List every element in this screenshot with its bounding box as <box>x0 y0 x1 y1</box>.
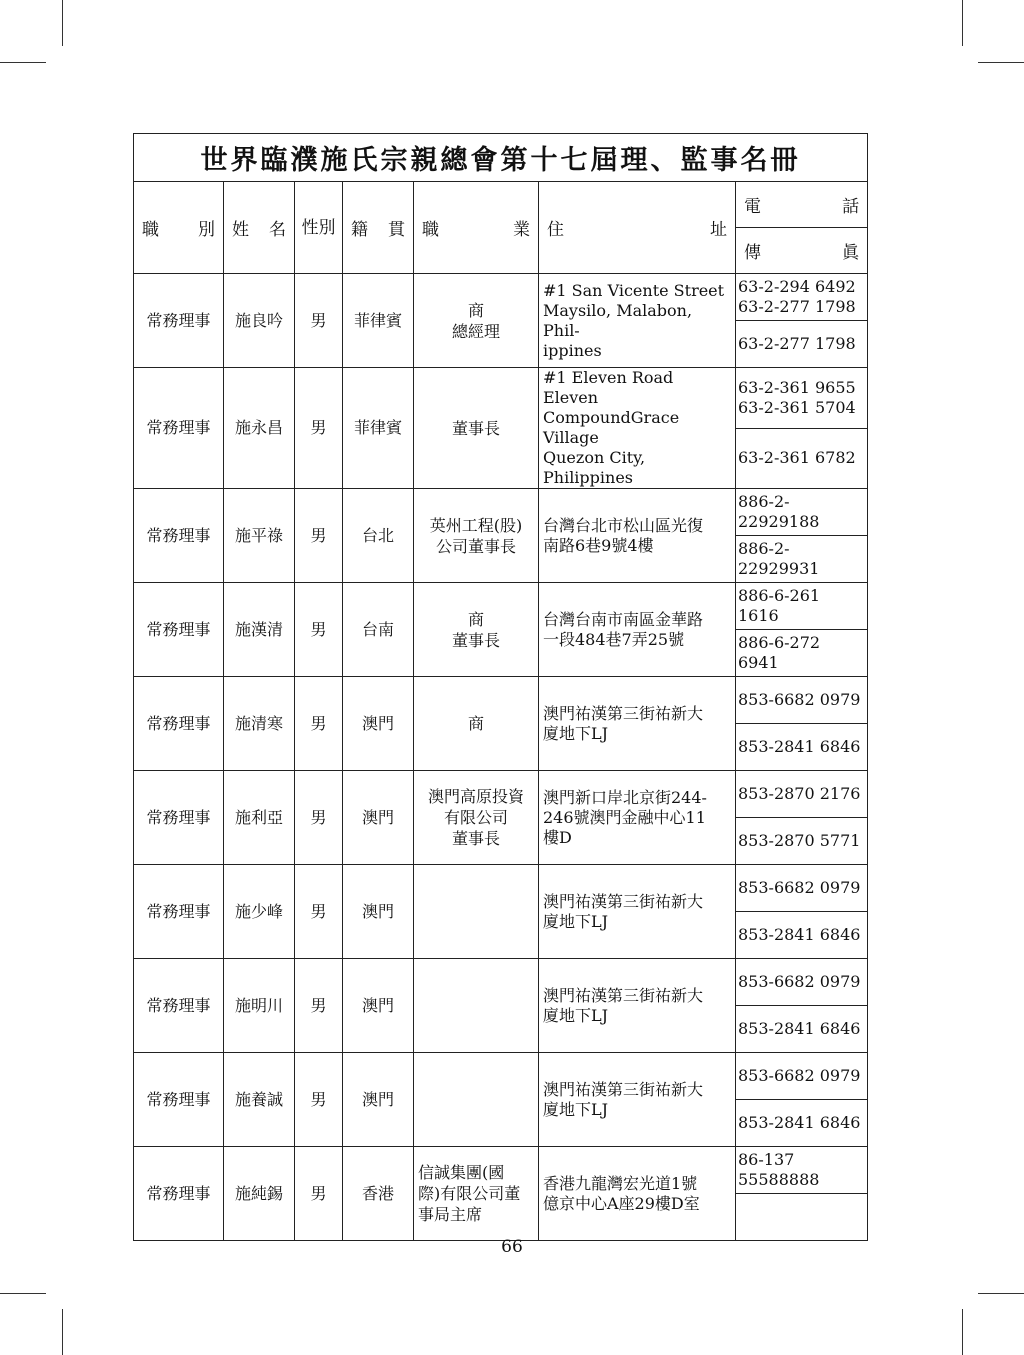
header-name: 姓 名 <box>224 182 295 274</box>
name-cell: 施平祿 <box>224 489 295 583</box>
origin-cell: 澳門 <box>343 959 414 1053</box>
address-line: Maysilo, Malabon, Phil- <box>543 300 693 340</box>
address-line: CompoundGrace Village <box>543 408 680 447</box>
position-cell: 常務理事 <box>134 583 224 677</box>
address-line: 廈地下LJ <box>543 911 609 931</box>
origin-cell: 台南 <box>343 583 414 677</box>
position-cell: 常務理事 <box>134 959 224 1053</box>
occupation-cell <box>414 1147 539 1241</box>
address-cell <box>539 959 736 1053</box>
member-row <box>134 368 868 429</box>
phone-number: 63-2-294 6492 <box>738 277 856 296</box>
address-cell <box>539 1147 736 1241</box>
member-row <box>134 274 868 321</box>
address-cell <box>539 677 736 771</box>
phone-cell <box>736 1053 868 1100</box>
occupation-line: 事局主席 <box>418 1205 483 1224</box>
member-row <box>134 677 868 724</box>
name-cell: 施永昌 <box>224 368 295 489</box>
address-line: 澳門新口岸北京街244- <box>543 787 707 807</box>
phone-cell <box>736 1147 868 1194</box>
name-cell: 施明川 <box>224 959 295 1053</box>
fax-cell: 853-2841 6846 <box>736 1100 868 1147</box>
gender-cell: 男 <box>295 583 343 677</box>
phone-number: 853-6682 0979 <box>738 1066 861 1085</box>
address-line: ippines <box>543 340 602 360</box>
origin-cell: 菲律賓 <box>343 274 414 368</box>
crop-mark <box>978 62 1024 63</box>
member-row <box>134 865 868 912</box>
address-cell <box>539 583 736 677</box>
phone-number: 853-6682 0979 <box>738 972 861 991</box>
crop-mark <box>62 0 63 46</box>
gender-cell: 男 <box>295 865 343 959</box>
address-line: 246號澳門金融中心11 <box>543 807 706 827</box>
occupation-cell <box>414 368 539 489</box>
occupation-line: 商 <box>467 714 484 733</box>
phone-number: 886-6-261 1616 <box>738 586 821 625</box>
position-cell: 常務理事 <box>134 1147 224 1241</box>
gender-cell: 男 <box>295 489 343 583</box>
address-line: 樓D <box>543 827 572 847</box>
occupation-cell <box>414 865 539 959</box>
occupation-line: 商 <box>467 300 484 320</box>
phone-number: 853-6682 0979 <box>738 690 861 709</box>
address-cell <box>539 771 736 865</box>
phone-number: 886-2-22929188 <box>738 492 820 531</box>
fax-cell: 886-6-272 6941 <box>736 630 868 677</box>
occupation-line: 董事長 <box>451 418 500 438</box>
phone-cell <box>736 677 868 724</box>
occupation-cell <box>414 274 539 368</box>
fax-cell: 853-2841 6846 <box>736 1006 868 1053</box>
header-address: 住 址 <box>539 182 736 274</box>
name-cell: 施清寒 <box>224 677 295 771</box>
address-line: 澳門祐漢第三街祐新大 <box>543 985 704 1005</box>
address-line: Quezon City, Philippines <box>543 448 646 487</box>
member-row <box>134 771 868 818</box>
phone-cell <box>736 865 868 912</box>
address-line: 廈地下LJ <box>543 1005 609 1025</box>
address-line: #1 Eleven Road Eleven <box>543 368 674 407</box>
origin-cell: 澳門 <box>343 1053 414 1147</box>
occupation-line: 董事長 <box>451 630 500 650</box>
gender-cell: 男 <box>295 1147 343 1241</box>
fax-cell: 886-2-22929931 <box>736 536 868 583</box>
member-row <box>134 489 868 536</box>
phone-cell <box>736 959 868 1006</box>
crop-mark <box>0 1293 46 1294</box>
occupation-line: 際)有限公司董 <box>418 1184 521 1203</box>
member-row <box>134 959 868 1006</box>
address-line: 澳門祐漢第三街祐新大 <box>543 1079 704 1099</box>
phone-cell <box>736 771 868 818</box>
header-gender: 性別 <box>295 182 343 274</box>
occupation-cell <box>414 959 539 1053</box>
address-line: 一段484巷7弄25號 <box>543 629 685 649</box>
gender-cell: 男 <box>295 274 343 368</box>
member-roster-table <box>133 133 868 1241</box>
address-line: 台灣台南市南區金華路 <box>543 609 704 629</box>
address-line: 澳門祐漢第三街祐新大 <box>543 891 704 911</box>
phone-cell <box>736 583 868 630</box>
name-cell: 施純錫 <box>224 1147 295 1241</box>
header-phone: 電 話 <box>736 182 868 228</box>
member-row <box>134 1053 868 1100</box>
fax-cell: 853-2870 5771 <box>736 818 868 865</box>
origin-cell: 澳門 <box>343 771 414 865</box>
position-cell: 常務理事 <box>134 274 224 368</box>
name-cell: 施利亞 <box>224 771 295 865</box>
gender-cell: 男 <box>295 368 343 489</box>
crop-mark <box>962 0 963 46</box>
phone-number: 86-137 55588888 <box>738 1150 820 1189</box>
address-line: 台灣台北市松山區光復 <box>543 515 704 535</box>
phone-cell <box>736 274 868 321</box>
crop-mark <box>62 1309 63 1355</box>
position-cell: 常務理事 <box>134 1053 224 1147</box>
occupation-line: 公司董事長 <box>435 536 516 556</box>
occupation-cell <box>414 583 539 677</box>
gender-cell: 男 <box>295 1053 343 1147</box>
member-row <box>134 1147 868 1194</box>
occupation-cell <box>414 1053 539 1147</box>
address-line: #1 San Vicente Street <box>543 280 725 300</box>
occupation-line: 信誠集團(國 <box>418 1163 505 1182</box>
position-cell: 常務理事 <box>134 489 224 583</box>
origin-cell: 台北 <box>343 489 414 583</box>
header-fax: 傳 眞 <box>736 228 868 274</box>
phone-number: 853-6682 0979 <box>738 878 861 897</box>
name-cell: 施漢清 <box>224 583 295 677</box>
fax-cell: 853-2841 6846 <box>736 724 868 771</box>
name-cell: 施良吟 <box>224 274 295 368</box>
occupation-line: 有限公司 <box>443 808 508 827</box>
address-cell <box>539 1053 736 1147</box>
address-cell <box>539 274 736 368</box>
crop-mark <box>0 62 46 63</box>
name-cell: 施少峰 <box>224 865 295 959</box>
position-cell: 常務理事 <box>134 771 224 865</box>
position-cell: 常務理事 <box>134 865 224 959</box>
name-cell: 施養誠 <box>224 1053 295 1147</box>
crop-mark <box>978 1293 1024 1294</box>
occupation-cell <box>414 489 539 583</box>
fax-cell: 63-2-277 1798 <box>736 321 868 368</box>
phone-number: 63-2-277 1798 <box>738 297 856 316</box>
occupation-line: 英州工程(股) <box>429 515 523 535</box>
crop-mark <box>962 1309 963 1355</box>
phone-cell <box>736 489 868 536</box>
occupation-line: 商 <box>467 609 484 629</box>
phone-cell <box>736 368 868 429</box>
gender-cell: 男 <box>295 959 343 1053</box>
roster-title: 世界臨濮施氏宗親總會第十七屆理、監事名冊 <box>134 134 868 182</box>
origin-cell: 澳門 <box>343 677 414 771</box>
address-cell <box>539 489 736 583</box>
address-line: 廈地下LJ <box>543 1099 609 1119</box>
occupation-line: 董事長 <box>451 829 500 848</box>
occupation-line: 澳門高原投資 <box>427 787 524 806</box>
address-line: 澳門祐漢第三街祐新大 <box>543 703 704 723</box>
gender-cell: 男 <box>295 771 343 865</box>
origin-cell: 香港 <box>343 1147 414 1241</box>
page-number: 66 <box>501 1237 523 1257</box>
occupation-cell <box>414 771 539 865</box>
position-cell: 常務理事 <box>134 677 224 771</box>
address-line: 南路6巷9號4樓 <box>543 535 654 555</box>
address-line: 香港九龍灣宏光道1號 <box>543 1173 698 1193</box>
phone-number: 63-2-361 5704 <box>738 397 856 417</box>
header-occupation: 職 業 <box>414 182 539 274</box>
address-line: 億京中心A座29樓D室 <box>543 1193 700 1213</box>
phone-number: 853-2870 2176 <box>738 784 861 803</box>
header-position: 職 別 <box>134 182 224 274</box>
fax-cell: 63-2-361 6782 <box>736 428 868 489</box>
position-cell: 常務理事 <box>134 368 224 489</box>
phone-number: 63-2-361 9655 <box>738 377 856 397</box>
occupation-line: 總經理 <box>451 321 500 341</box>
header-origin: 籍 貫 <box>343 182 414 274</box>
member-row <box>134 583 868 630</box>
address-line: 廈地下LJ <box>543 723 609 743</box>
gender-cell: 男 <box>295 677 343 771</box>
origin-cell: 菲律賓 <box>343 368 414 489</box>
address-cell <box>539 368 736 489</box>
occupation-cell <box>414 677 539 771</box>
fax-cell: 853-2841 6846 <box>736 912 868 959</box>
origin-cell: 澳門 <box>343 865 414 959</box>
address-cell <box>539 865 736 959</box>
fax-cell <box>736 1194 868 1241</box>
